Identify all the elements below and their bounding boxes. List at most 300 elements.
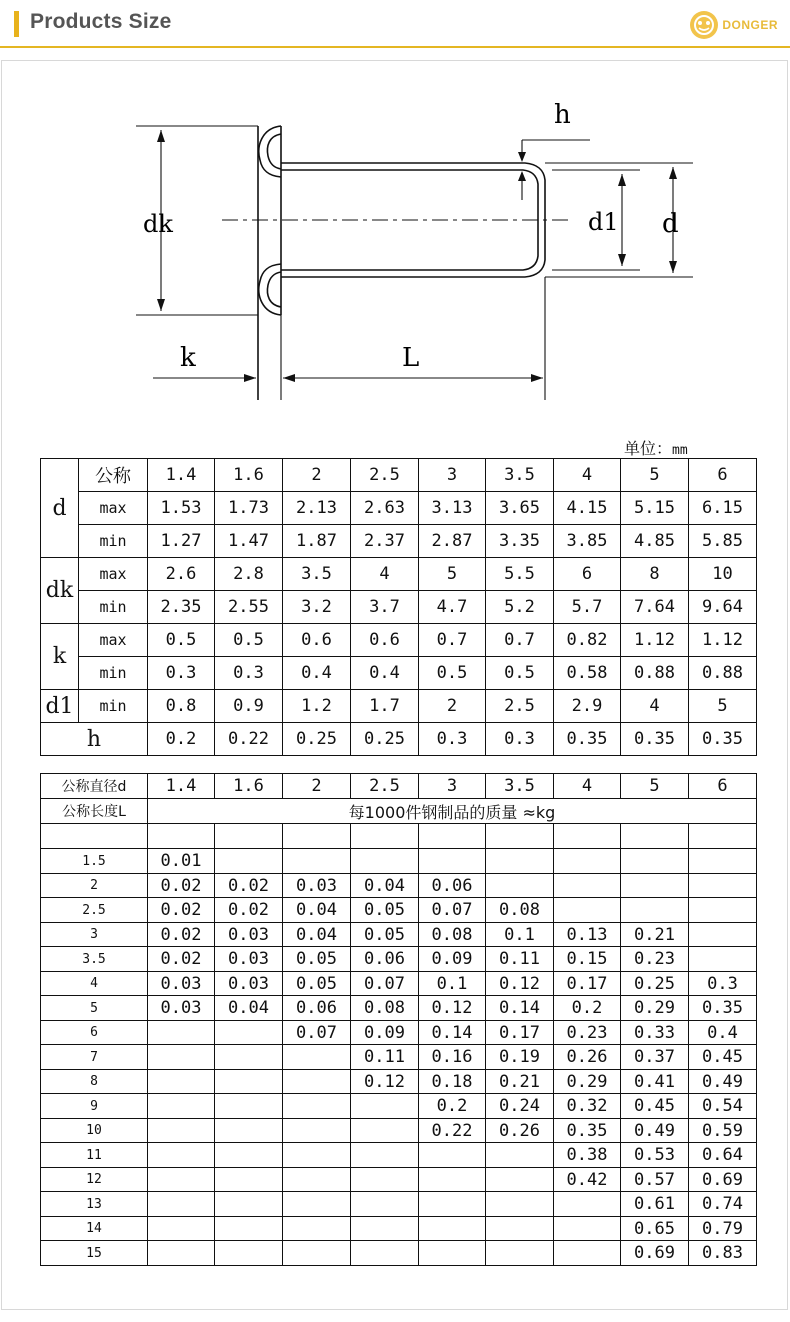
value-cell: 6.15	[689, 492, 757, 525]
value-cell: 0.7	[486, 624, 554, 657]
value-cell: 0.5	[148, 624, 215, 657]
value-cell: 3.65	[486, 492, 554, 525]
mass-cell	[215, 1094, 283, 1119]
value-cell: 0.5	[215, 624, 283, 657]
spec-row-k-max	[41, 624, 757, 657]
max-label: max	[79, 624, 148, 657]
spec-row-dk-min	[41, 591, 757, 624]
mass-cell: 0.15	[554, 947, 621, 972]
mass-cell: 0.1	[486, 923, 554, 947]
mass-cell: 0.45	[689, 1045, 757, 1070]
mass-cell: 0.05	[283, 947, 351, 972]
mass-cell: 0.29	[554, 1070, 621, 1094]
mass-cell	[148, 1119, 215, 1143]
mass-cell: 0.06	[283, 996, 351, 1021]
spec-row-k-min	[41, 657, 757, 690]
mass-cell	[351, 1119, 419, 1143]
value-cell: 8	[621, 558, 689, 591]
mass-cell	[148, 1217, 215, 1241]
mass-cell: 0.3	[689, 972, 757, 996]
mass-cell	[621, 849, 689, 874]
mass-cell: 0.12	[419, 996, 486, 1021]
mass-cell	[283, 1094, 351, 1119]
mass-cell	[351, 1192, 419, 1217]
header-accent-bar	[14, 11, 19, 37]
mass-row	[41, 1070, 757, 1094]
mass-cell: 0.41	[621, 1070, 689, 1094]
unit-label: 单位：	[624, 439, 673, 458]
length-cell: 13	[41, 1192, 148, 1217]
mass-cell: 0.54	[689, 1094, 757, 1119]
mass-cell: 0.37	[621, 1045, 689, 1070]
value-cell: 0.4	[351, 657, 419, 690]
mass-cell	[486, 849, 554, 874]
value-cell: 2.63	[351, 492, 419, 525]
value-cell: 3.2	[283, 591, 351, 624]
value-cell: 5	[689, 690, 757, 723]
mass-cell	[621, 898, 689, 923]
min-label: min	[79, 690, 148, 723]
size-cell: 2.5	[351, 459, 419, 492]
label-k: k	[180, 343, 196, 373]
size-cell: 2	[283, 459, 351, 492]
mass-cell	[554, 1217, 621, 1241]
diameter-cell: 1.6	[215, 774, 283, 799]
mass-cell: 0.24	[486, 1094, 554, 1119]
mass-cell	[148, 1045, 215, 1070]
mass-cell: 0.05	[351, 898, 419, 923]
mass-cell: 0.16	[419, 1045, 486, 1070]
mass-cell	[486, 1168, 554, 1192]
value-cell: 0.22	[215, 723, 283, 756]
spec-row-d-max	[41, 492, 757, 525]
size-cell: 1.4	[148, 459, 215, 492]
spec-row-dk-max	[41, 558, 757, 591]
mass-cell	[215, 1045, 283, 1070]
mass-cell	[283, 1143, 351, 1168]
value-cell: 0.58	[554, 657, 621, 690]
symbol-k: k	[41, 624, 79, 690]
length-cell: 3	[41, 923, 148, 947]
min-label: min	[79, 525, 148, 558]
symbol-dk: dk	[41, 558, 79, 624]
mass-cell	[351, 1241, 419, 1266]
mass-row	[41, 849, 757, 874]
mass-row	[41, 1094, 757, 1119]
spec-row-d1-min	[41, 690, 757, 723]
value-cell: 5.2	[486, 591, 554, 624]
mass-cell: 0.03	[215, 923, 283, 947]
length-cell: 7	[41, 1045, 148, 1070]
value-cell: 10	[689, 558, 757, 591]
spec-table	[40, 458, 757, 756]
mass-cell: 0.2	[554, 996, 621, 1021]
mass-cell: 0.05	[283, 972, 351, 996]
mass-note: 每1000件钢制品的质量 ≈kg	[148, 799, 757, 824]
mass-cell	[689, 947, 757, 972]
size-cell: 4	[554, 459, 621, 492]
mass-cell: 0.21	[486, 1070, 554, 1094]
mass-cell: 0.22	[419, 1119, 486, 1143]
mass-cell	[148, 1094, 215, 1119]
length-label: 公称长度L	[41, 799, 148, 824]
value-cell: 5	[419, 558, 486, 591]
mass-cell: 0.04	[283, 923, 351, 947]
mass-cell: 0.03	[148, 996, 215, 1021]
value-cell: 2.55	[215, 591, 283, 624]
symbol-d1: d1	[41, 690, 79, 723]
max-label: max	[79, 492, 148, 525]
page-header	[0, 0, 790, 48]
length-cell: 14	[41, 1217, 148, 1241]
mass-cell: 0.11	[351, 1045, 419, 1070]
mass-cell: 0.4	[689, 1021, 757, 1045]
value-cell: 4.85	[621, 525, 689, 558]
mass-cell: 0.21	[621, 923, 689, 947]
mass-cell: 0.07	[283, 1021, 351, 1045]
mass-rows	[41, 849, 757, 1266]
mass-cell	[215, 1119, 283, 1143]
mass-cell: 0.35	[554, 1119, 621, 1143]
mass-cell: 0.65	[621, 1217, 689, 1241]
mass-cell	[486, 1192, 554, 1217]
mass-cell	[554, 849, 621, 874]
value-cell: 1.7	[351, 690, 419, 723]
mass-cell: 0.03	[148, 972, 215, 996]
unit-value: mm	[672, 443, 688, 458]
min-label: min	[79, 657, 148, 690]
mass-cell	[148, 1070, 215, 1094]
mass-cell: 0.03	[283, 874, 351, 898]
mass-cell: 0.42	[554, 1168, 621, 1192]
value-cell: 1.12	[689, 624, 757, 657]
diameter-cell: 2.5	[351, 774, 419, 799]
mass-cell	[486, 1241, 554, 1266]
value-cell: 1.73	[215, 492, 283, 525]
mass-cell: 0.17	[554, 972, 621, 996]
label-L: L	[402, 343, 420, 373]
mass-cell	[283, 1241, 351, 1266]
brand-name: DONGER	[722, 18, 778, 32]
mass-cell	[689, 874, 757, 898]
length-cell: 2	[41, 874, 148, 898]
symbol-h: h	[41, 723, 148, 756]
value-cell: 3.35	[486, 525, 554, 558]
value-cell: 4.7	[419, 591, 486, 624]
spec-row-d-min	[41, 525, 757, 558]
mass-cell: 0.35	[689, 996, 757, 1021]
mass-cell: 0.23	[554, 1021, 621, 1045]
mass-cell: 0.08	[351, 996, 419, 1021]
mass-cell	[554, 1192, 621, 1217]
value-cell: 1.87	[283, 525, 351, 558]
value-cell: 2.9	[554, 690, 621, 723]
value-cell: 6	[554, 558, 621, 591]
rivet-dimension-diagram	[0, 90, 790, 420]
mass-cell: 0.25	[621, 972, 689, 996]
mass-row	[41, 1119, 757, 1143]
mass-cell: 0.05	[351, 923, 419, 947]
mass-cell: 0.06	[419, 874, 486, 898]
mass-table	[40, 773, 757, 1266]
mass-row	[41, 947, 757, 972]
mass-cell: 0.53	[621, 1143, 689, 1168]
mass-cell	[148, 1143, 215, 1168]
length-cell: 10	[41, 1119, 148, 1143]
mass-cell	[351, 849, 419, 874]
max-label: max	[79, 558, 148, 591]
value-cell: 4.15	[554, 492, 621, 525]
mass-cell: 0.57	[621, 1168, 689, 1192]
length-cell: 4	[41, 972, 148, 996]
mass-cell: 0.1	[419, 972, 486, 996]
value-cell: 0.3	[148, 657, 215, 690]
mass-cell: 0.13	[554, 923, 621, 947]
mass-cell: 0.02	[148, 874, 215, 898]
size-cell: 6	[689, 459, 757, 492]
mass-cell: 0.09	[419, 947, 486, 972]
value-cell: 0.35	[621, 723, 689, 756]
mass-cell: 0.59	[689, 1119, 757, 1143]
mass-cell	[215, 1021, 283, 1045]
mass-cell	[283, 1168, 351, 1192]
mass-row	[41, 1241, 757, 1266]
mass-cell: 0.02	[215, 874, 283, 898]
value-cell: 0.88	[621, 657, 689, 690]
mass-cell	[689, 849, 757, 874]
length-cell: 5	[41, 996, 148, 1021]
mass-cell	[351, 1168, 419, 1192]
mass-cell	[554, 1241, 621, 1266]
page-title: Products Size	[30, 10, 172, 33]
mass-cell	[215, 1217, 283, 1241]
mass-row	[41, 1192, 757, 1217]
length-cell: 9	[41, 1094, 148, 1119]
value-cell: 0.2	[148, 723, 215, 756]
value-cell: 3.13	[419, 492, 486, 525]
mass-cell	[148, 1192, 215, 1217]
mass-row	[41, 996, 757, 1021]
length-cell: 15	[41, 1241, 148, 1266]
mass-cell	[283, 1217, 351, 1241]
mass-cell	[419, 1143, 486, 1168]
length-cell: 1.5	[41, 849, 148, 874]
mass-cell	[283, 1192, 351, 1217]
mass-cell: 0.18	[419, 1070, 486, 1094]
mass-cell	[419, 1217, 486, 1241]
mass-row	[41, 1217, 757, 1241]
length-cell: 6	[41, 1021, 148, 1045]
value-cell: 3.5	[283, 558, 351, 591]
diameter-cell: 6	[689, 774, 757, 799]
mass-cell	[621, 874, 689, 898]
mass-cell: 0.29	[621, 996, 689, 1021]
diameter-cell: 4	[554, 774, 621, 799]
logo-mark-icon	[690, 11, 718, 39]
spec-row-h	[41, 723, 757, 756]
value-cell: 0.6	[283, 624, 351, 657]
diameter-cell: 3	[419, 774, 486, 799]
length-cell: 2.5	[41, 898, 148, 923]
mass-cell: 0.26	[554, 1045, 621, 1070]
value-cell: 0.5	[419, 657, 486, 690]
mass-cell: 0.04	[283, 898, 351, 923]
mass-cell: 0.23	[621, 947, 689, 972]
value-cell: 0.35	[554, 723, 621, 756]
mass-cell	[215, 1143, 283, 1168]
mass-cell: 0.12	[351, 1070, 419, 1094]
diameter-label: 公称直径d	[41, 774, 148, 799]
length-cell: 8	[41, 1070, 148, 1094]
mass-cell: 0.03	[215, 972, 283, 996]
mass-cell: 0.14	[486, 996, 554, 1021]
value-cell: 4	[621, 690, 689, 723]
mass-cell	[419, 1241, 486, 1266]
mass-cell: 0.19	[486, 1045, 554, 1070]
mass-row	[41, 1021, 757, 1045]
mass-cell	[419, 1168, 486, 1192]
value-cell: 2.8	[215, 558, 283, 591]
label-d1: d1	[588, 208, 619, 236]
mass-cell: 0.33	[621, 1021, 689, 1045]
mass-cell	[351, 1217, 419, 1241]
diameter-cell: 3.5	[486, 774, 554, 799]
mass-cell: 0.74	[689, 1192, 757, 1217]
size-cell: 5	[621, 459, 689, 492]
mass-cell: 0.08	[486, 898, 554, 923]
mass-cell: 0.32	[554, 1094, 621, 1119]
mass-cell: 0.06	[351, 947, 419, 972]
mass-cell	[486, 874, 554, 898]
mass-cell: 0.11	[486, 947, 554, 972]
mass-cell	[554, 874, 621, 898]
value-cell: 2.87	[419, 525, 486, 558]
label-h: h	[554, 100, 571, 130]
mass-cell	[283, 1119, 351, 1143]
mass-cell: 0.08	[419, 923, 486, 947]
value-cell: 0.3	[419, 723, 486, 756]
mass-cell: 0.14	[419, 1021, 486, 1045]
value-cell: 7.64	[621, 591, 689, 624]
unit-note	[624, 436, 688, 459]
spec-size-row	[41, 459, 757, 492]
mass-cell: 0.45	[621, 1094, 689, 1119]
length-cell: 11	[41, 1143, 148, 1168]
mass-cell: 0.49	[689, 1070, 757, 1094]
mass-cell	[486, 1217, 554, 1241]
mass-cell: 0.79	[689, 1217, 757, 1241]
value-cell: 0.7	[419, 624, 486, 657]
mass-row	[41, 972, 757, 996]
mass-cell: 0.02	[148, 947, 215, 972]
value-cell: 0.88	[689, 657, 757, 690]
mass-spacer-row	[41, 824, 757, 849]
mass-cell	[148, 1021, 215, 1045]
value-cell: 5.15	[621, 492, 689, 525]
mass-cell: 0.04	[215, 996, 283, 1021]
mass-cell	[689, 898, 757, 923]
mass-cell	[419, 1192, 486, 1217]
value-cell: 5.5	[486, 558, 554, 591]
value-cell: 9.64	[689, 591, 757, 624]
mass-length-row	[41, 799, 757, 824]
mass-row	[41, 1045, 757, 1070]
mass-cell: 0.03	[215, 947, 283, 972]
mass-cell	[215, 1241, 283, 1266]
value-cell: 0.3	[486, 723, 554, 756]
value-cell: 2.5	[486, 690, 554, 723]
size-cell: 1.6	[215, 459, 283, 492]
mass-cell: 0.2	[419, 1094, 486, 1119]
mass-cell: 0.07	[419, 898, 486, 923]
mass-cell	[148, 1241, 215, 1266]
value-cell: 4	[351, 558, 419, 591]
mass-cell	[283, 1070, 351, 1094]
mass-cell	[351, 1143, 419, 1168]
label-dk: dk	[143, 210, 173, 238]
mass-cell	[283, 849, 351, 874]
mass-cell: 0.64	[689, 1143, 757, 1168]
value-cell: 1.2	[283, 690, 351, 723]
size-cell: 3.5	[486, 459, 554, 492]
mass-row	[41, 923, 757, 947]
mass-cell: 0.26	[486, 1119, 554, 1143]
value-cell: 0.9	[215, 690, 283, 723]
value-cell: 2.37	[351, 525, 419, 558]
mass-cell: 0.02	[148, 923, 215, 947]
diameter-cell: 2	[283, 774, 351, 799]
value-cell: 3.7	[351, 591, 419, 624]
value-cell: 2.35	[148, 591, 215, 624]
min-label: min	[79, 591, 148, 624]
mass-cell: 0.38	[554, 1143, 621, 1168]
mass-cell	[283, 1045, 351, 1070]
mass-row	[41, 874, 757, 898]
mass-cell	[419, 849, 486, 874]
mass-row	[41, 1168, 757, 1192]
brand-logo	[690, 10, 778, 40]
value-cell: 0.8	[148, 690, 215, 723]
mass-cell: 0.01	[148, 849, 215, 874]
mass-cell	[554, 898, 621, 923]
size-cell: 3	[419, 459, 486, 492]
value-cell: 2.6	[148, 558, 215, 591]
mass-cell	[215, 849, 283, 874]
mass-cell	[689, 923, 757, 947]
mass-cell	[486, 1143, 554, 1168]
value-cell: 5.7	[554, 591, 621, 624]
value-cell: 0.35	[689, 723, 757, 756]
mass-row	[41, 898, 757, 923]
value-cell: 0.6	[351, 624, 419, 657]
diameter-cell: 1.4	[148, 774, 215, 799]
mass-cell: 0.02	[215, 898, 283, 923]
mass-row	[41, 1143, 757, 1168]
mass-cell: 0.02	[148, 898, 215, 923]
mass-cell: 0.69	[621, 1241, 689, 1266]
nominal-label: 公称	[79, 459, 148, 492]
value-cell: 3.85	[554, 525, 621, 558]
mass-cell: 0.69	[689, 1168, 757, 1192]
mass-cell: 0.83	[689, 1241, 757, 1266]
mass-cell: 0.61	[621, 1192, 689, 1217]
value-cell: 0.5	[486, 657, 554, 690]
mass-cell: 0.07	[351, 972, 419, 996]
length-cell: 3.5	[41, 947, 148, 972]
value-cell: 0.82	[554, 624, 621, 657]
mass-cell: 0.49	[621, 1119, 689, 1143]
value-cell: 5.85	[689, 525, 757, 558]
